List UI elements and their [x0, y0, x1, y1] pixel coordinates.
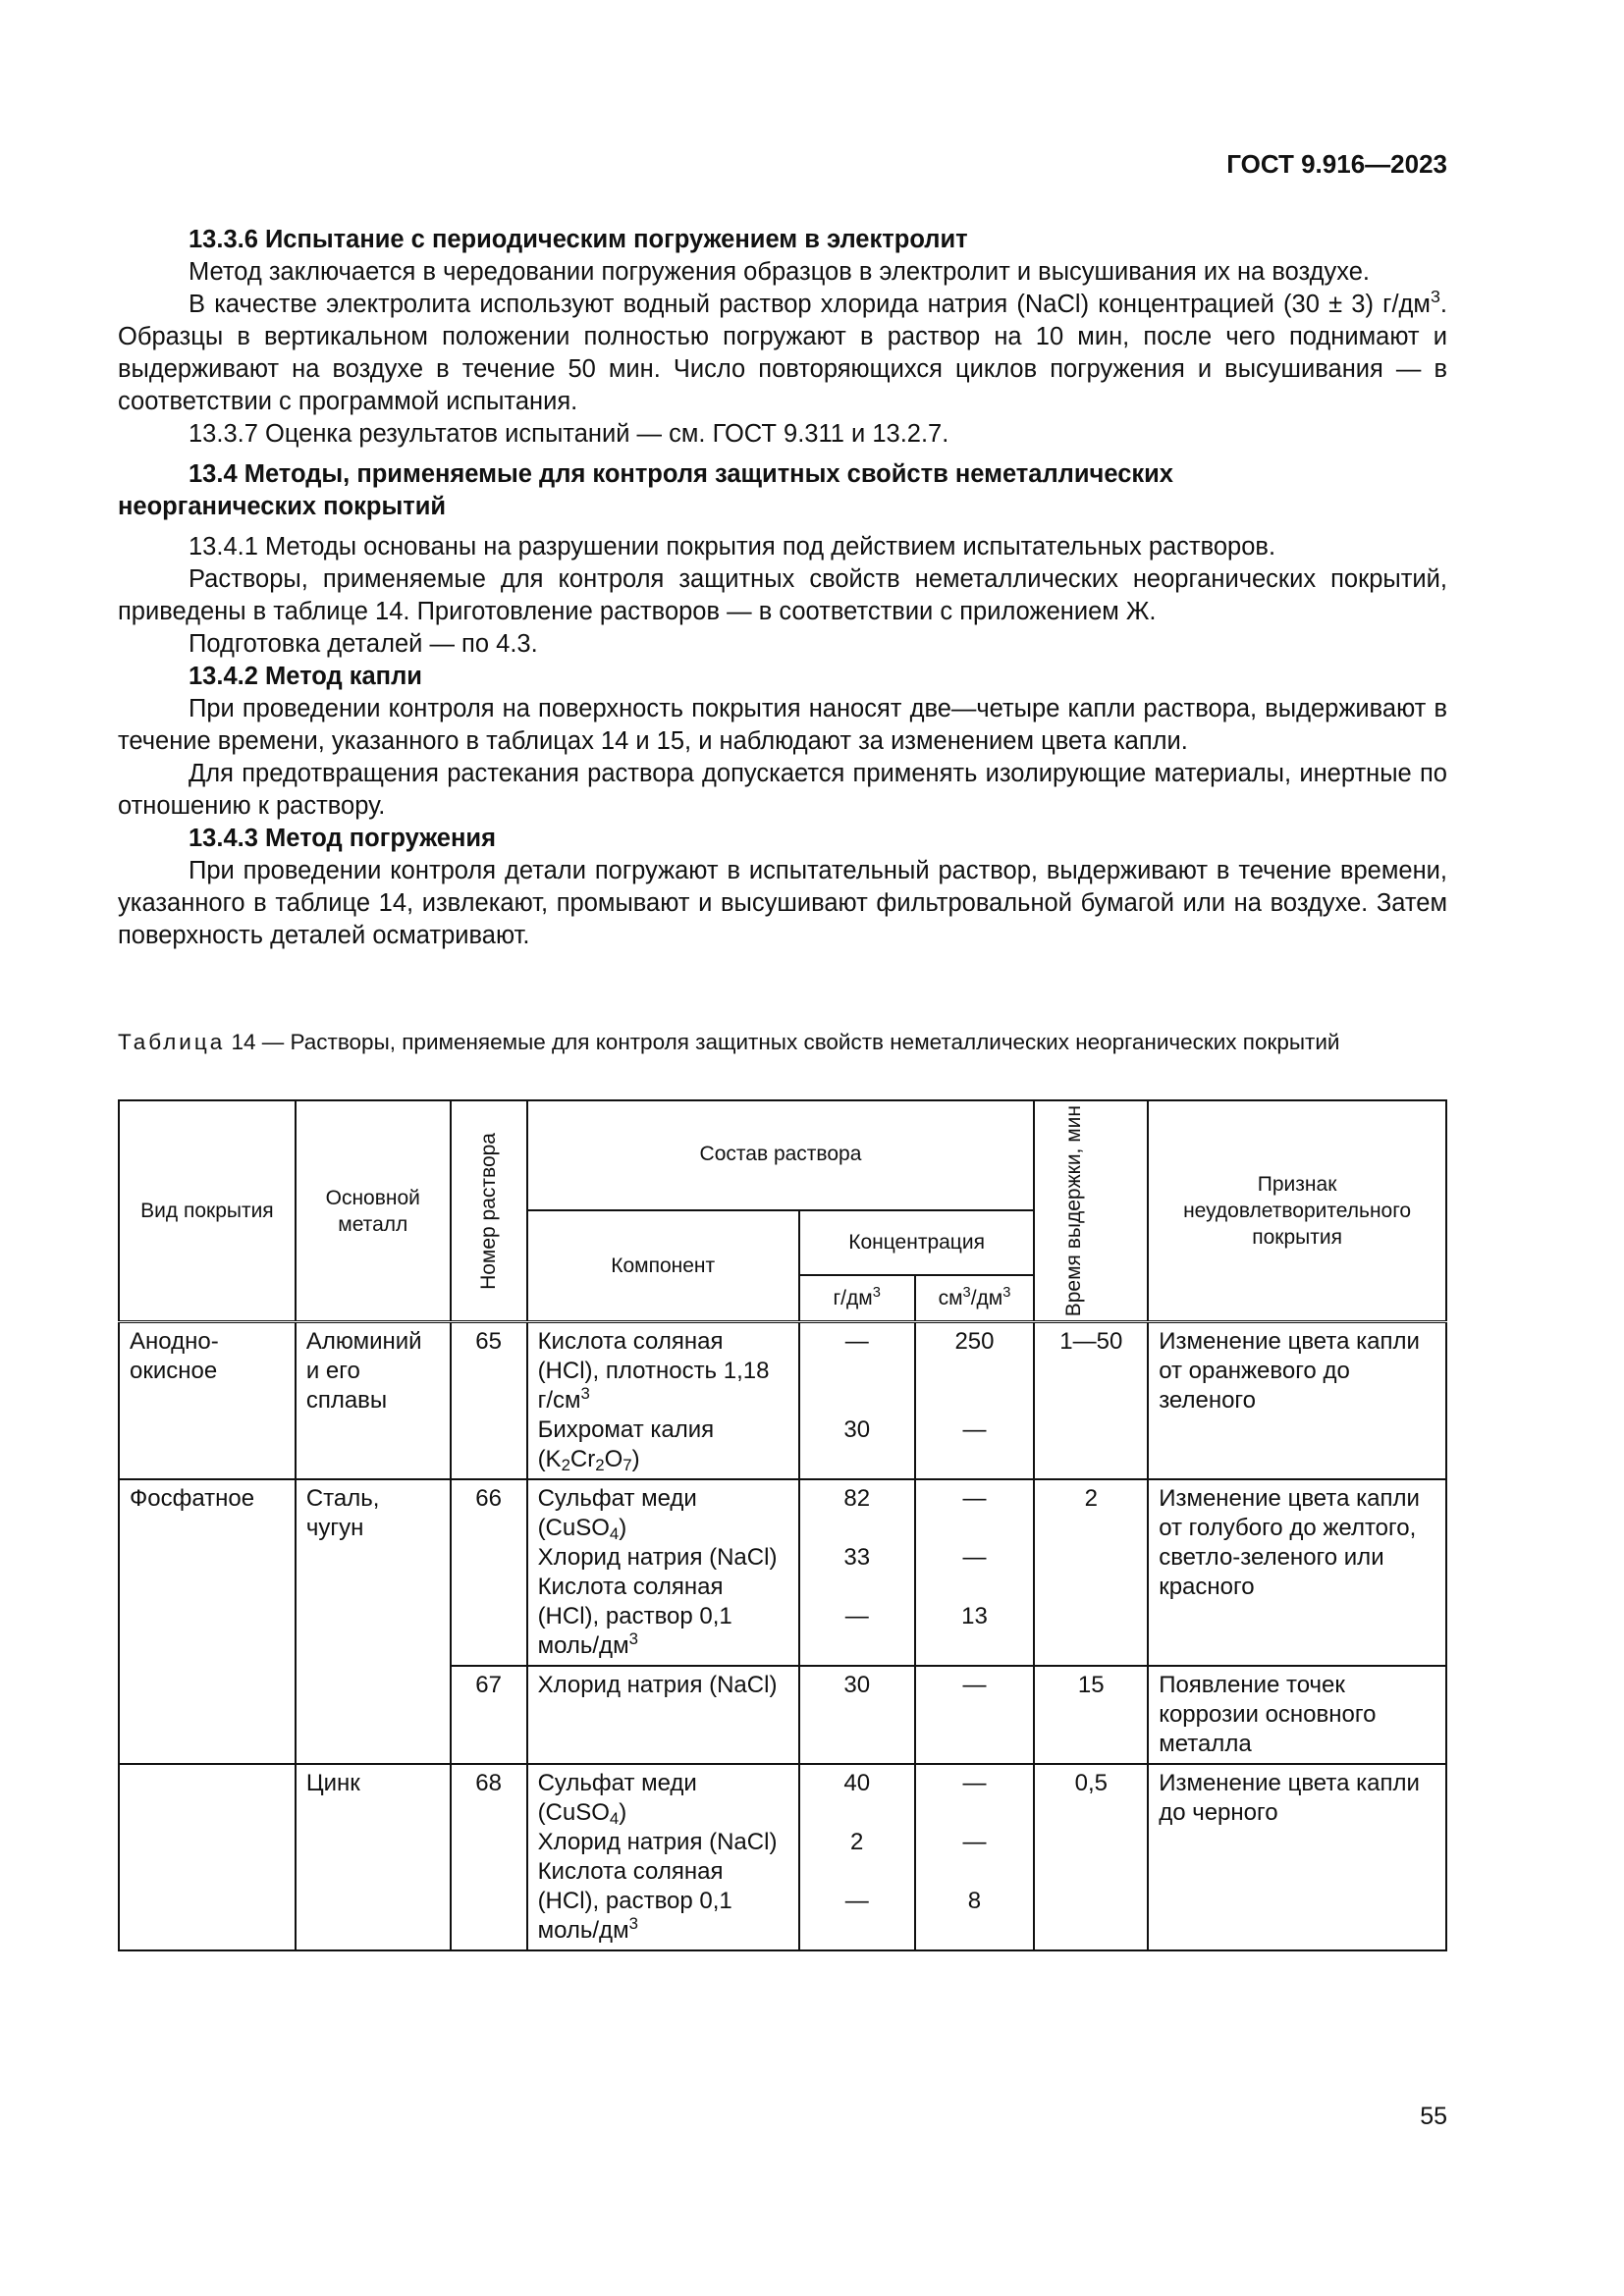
r65-g-spacer: [810, 1357, 904, 1415]
section-134-heading: [118, 458, 1447, 523]
r66-g-sp2: [810, 1573, 904, 1602]
r68-components: [527, 1764, 799, 1950]
section-1336-p2: [118, 289, 1447, 418]
r68-comp3-sup: 3: [628, 1914, 638, 1934]
r65-coating: Анодно-окисное: [119, 1322, 296, 1480]
unit-cm-text-a: см: [938, 1287, 963, 1310]
unit-cm-sup1: 3: [962, 1284, 971, 1301]
r65-comp2-s1: 2: [561, 1456, 570, 1475]
r65-comp2-s3: 7: [623, 1456, 632, 1475]
r65-components: [527, 1322, 799, 1480]
section-1341-p2: Растворы, применяемые для контроля защитных свойств неметаллических неорганических покрытий, приведены в таблице 14. Приготовление растворов — в соответствии с приложением Ж.: [118, 565, 1447, 625]
table-row-65: [119, 1322, 1446, 1480]
r68-comp3-text: Кислота соляная (HCl), раствор 0,1 моль/дм: [537, 1858, 732, 1945]
r68-cm3: 8: [967, 1888, 982, 1915]
r65-cm1: 250: [954, 1328, 995, 1356]
r66-g2: 33: [843, 1544, 871, 1572]
r65-time: 1—50: [1034, 1322, 1148, 1480]
r66-comp2: Хлорид натрия (NaCl): [537, 1544, 778, 1572]
r68-g: [799, 1764, 915, 1950]
r65-sign: Изменение цвета капли от оранжевого до зеленого: [1148, 1322, 1446, 1480]
header-composition: Состав раствора: [527, 1100, 1035, 1210]
r67-time: 15: [1034, 1666, 1148, 1764]
r66-comp3-sup: 3: [628, 1629, 638, 1649]
r66-cm2: —: [962, 1544, 987, 1572]
standard-header: ГОСТ 9.916—2023: [1226, 149, 1447, 179]
r65-cm: [915, 1322, 1035, 1480]
r65-comp2-s2: 2: [595, 1456, 605, 1475]
table-14: [118, 1099, 1447, 1951]
r66-g: [799, 1479, 915, 1666]
r68-g-sp1: [810, 1798, 904, 1828]
r66-g3: —: [844, 1603, 869, 1630]
r68-comp2: Хлорид натрия (NaCl): [537, 1829, 778, 1856]
unit-g-text: г/дм: [833, 1287, 873, 1310]
section-1337: 13.3.7 Оценка результатов испытаний — см. ГОСТ 9.311 и 13.2.7.: [189, 420, 949, 448]
header-time-text: Время выдержки, мин: [1062, 1105, 1086, 1317]
r68-time: 0,5: [1034, 1764, 1148, 1950]
section-1342-p1: При проведении контроля на поверхность покрытия наносят две—четыре капли раствора, выдерживают в течение времени, указанного в таблицах 14 и 15, и наблюдают за изменением цвета капли.: [118, 695, 1447, 755]
r65-comp2: [538, 1415, 788, 1474]
header-unit-cm: [915, 1275, 1035, 1322]
r68-g3: —: [844, 1888, 869, 1915]
r67-sign: Появление точек коррозии основного металла: [1148, 1666, 1446, 1764]
r67-g: 30: [799, 1666, 915, 1764]
header-unit-g: [799, 1275, 915, 1322]
unit-g-sup: 3: [872, 1284, 881, 1301]
r67-component: Хлорид натрия (NaCl): [527, 1666, 799, 1764]
body-text: [118, 224, 1447, 952]
r68-cm-sp1: [926, 1798, 1024, 1828]
r66-comp1-b: ): [619, 1515, 627, 1542]
r65-metal: Алюминий и его сплавы: [296, 1322, 451, 1480]
r65-comp1-text: Кислота соляная (HCl), плотность 1,18 г/см: [537, 1328, 770, 1415]
unit-cm-sup2: 3: [1002, 1284, 1011, 1301]
section-1336-p1: Метод заключается в чередовании погружения образцов в электролит и высушивания их на воздухе.: [189, 258, 1370, 286]
section-1343-heading: 13.4.3 Метод погружения: [189, 825, 496, 852]
heading-line2: неорганических покрытий: [118, 493, 447, 520]
r65-comp2-a: Бихромат калия (K: [537, 1416, 715, 1473]
r66-sign: Изменение цвета капли от голубого до желтого, светло-зеленого или красного: [1148, 1479, 1446, 1666]
r66-comp1-a: Сульфат меди (CuSO: [537, 1485, 697, 1542]
r66-comp3-text: Кислота соляная (HCl), раствор 0,1 моль/дм: [537, 1574, 732, 1660]
unit-cm-text-b: /дм: [970, 1287, 1003, 1310]
page-number: 55: [1420, 2103, 1447, 2130]
section-1342-p2: Для предотвращения растекания раствора допускается применять изолирующие материалы, инертные по отношению к раствору.: [118, 760, 1447, 820]
r65-comp2-c: O: [604, 1446, 623, 1473]
r68-metal: Цинк: [296, 1764, 451, 1950]
section-1336-heading: 13.3.6 Испытание с периодическим погружением в электролит: [189, 226, 968, 253]
r68-cm-sp2: [926, 1857, 1024, 1887]
header-sign: Признак неудовлетворительного покрытия: [1148, 1100, 1446, 1322]
r66-cm-sp2: [926, 1573, 1024, 1602]
r65-comp1-sup: 3: [580, 1384, 590, 1404]
r65-g2: 30: [843, 1416, 871, 1444]
r66-cm3: 13: [961, 1603, 988, 1630]
r66-cm: [915, 1479, 1035, 1666]
r67-cm: —: [915, 1666, 1035, 1764]
r66-g1: 82: [843, 1485, 871, 1513]
r68-number: 68: [451, 1764, 527, 1950]
header-metal: Основной металл: [296, 1100, 451, 1322]
r68-g1: 40: [843, 1770, 871, 1797]
r66-g-sp1: [810, 1514, 904, 1543]
r65-g1: —: [844, 1328, 869, 1356]
r68-comp3: [538, 1857, 788, 1946]
header-number: [451, 1100, 527, 1322]
r66-comp3: [538, 1573, 788, 1661]
table-row-68: [119, 1764, 1446, 1950]
r66-number: 66: [451, 1479, 527, 1666]
r66-cm1: —: [962, 1485, 987, 1513]
r68-comp1-a: Сульфат меди (CuSO: [537, 1770, 697, 1827]
r67-number: 67: [451, 1666, 527, 1764]
r68-g-sp2: [810, 1857, 904, 1887]
r68-cm2: —: [962, 1829, 987, 1856]
r68-cm: [915, 1764, 1035, 1950]
p2-sup: 3: [1430, 287, 1440, 307]
r66-components: [527, 1479, 799, 1666]
r66-coating: Фосфатное: [119, 1479, 296, 1764]
r66-cm-sp1: [926, 1514, 1024, 1543]
r68-comp1-b: ): [619, 1799, 627, 1827]
header-coating: Вид покрытия: [119, 1100, 296, 1322]
r66-metal: Сталь, чугун: [296, 1479, 451, 1764]
r68-comp1-sub: 4: [609, 1809, 620, 1829]
p2-text-a: В качестве электролита используют водный раствор хлорида натрия (NaCl) концентрацией (30 ± 3) г/дм: [189, 291, 1431, 318]
r68-cm1: —: [962, 1770, 987, 1797]
caption-label: Таблица: [118, 1030, 226, 1054]
heading-line1: 13.4 Методы, применяемые для контроля защитных свойств неметаллических: [189, 460, 1173, 488]
table-row-66: [119, 1479, 1446, 1666]
section-1341-p1: 13.4.1 Методы основаны на разрушении покрытия под действием испытательных растворов.: [189, 533, 1276, 561]
r65-comp1: [538, 1327, 788, 1415]
header-concentration: Концентрация: [799, 1210, 1035, 1275]
table-caption: [118, 1028, 1447, 1057]
r65-comp2-d: ): [631, 1446, 640, 1473]
r65-g: [799, 1322, 915, 1480]
p2-text-b: . Образцы в вертикальном положении полностью погружают в раствор на 10 мин, после чего поднимают и выдерживают на воздухе в течение 50 мин. Число повторяющихся циклов погружения и высушивания — в соответствии с программой испытания.: [118, 291, 1447, 415]
header-time: [1034, 1100, 1148, 1322]
section-1342-heading: 13.4.2 Метод капли: [189, 663, 422, 690]
header-component: Компонент: [527, 1210, 799, 1322]
r65-cm-spacer: [926, 1357, 1024, 1415]
r68-g2: 2: [850, 1829, 864, 1856]
r66-comp1: [538, 1484, 788, 1543]
section-1341-p3: Подготовка деталей — по 4.3.: [189, 630, 538, 658]
r68-coating-empty: [119, 1764, 296, 1950]
r68-sign: Изменение цвета капли до черного: [1148, 1764, 1446, 1950]
caption-text: 14 — Растворы, применяемые для контроля защитных свойств неметаллических неорганических покрытий: [225, 1030, 1340, 1054]
r65-comp2-b: Cr: [569, 1446, 596, 1473]
r66-time: 2: [1034, 1479, 1148, 1666]
r68-comp1: [538, 1769, 788, 1828]
header-number-text: Номер раствора: [477, 1132, 501, 1290]
section-1343-p1: При проведении контроля детали погружают в испытательный раствор, выдерживают в течение времени, указанного в таблице 14, извлекают, промывают и высушивают фильтровальной бумагой или на воздухе. Затем поверхность деталей осматривают.: [118, 857, 1447, 949]
r66-comp1-sub: 4: [609, 1524, 620, 1544]
r65-number: 65: [451, 1322, 527, 1480]
r65-cm2: —: [962, 1416, 987, 1444]
